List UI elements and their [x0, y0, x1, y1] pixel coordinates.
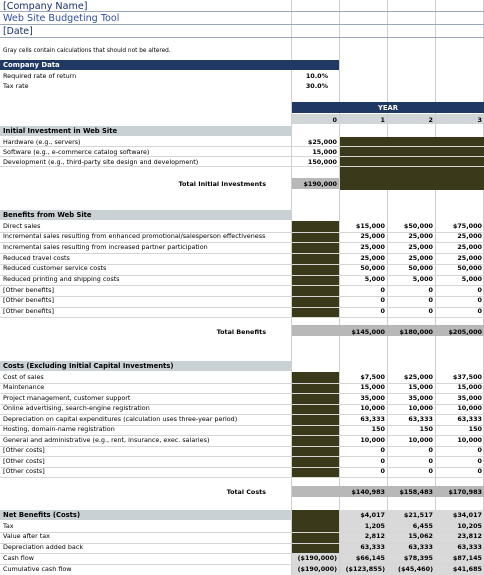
cost-row-label: [Other costs] — [3, 467, 45, 475]
benefit-cell[interactable]: 25,000 — [408, 242, 433, 251]
year-label: YEAR — [377, 104, 399, 112]
cost-cell[interactable]: 10,000 — [360, 435, 385, 444]
benefit-row-label: [Other benefits] — [3, 296, 54, 305]
benefit-cell[interactable]: 5,000 — [364, 275, 385, 283]
cost-cell[interactable]: 0 — [380, 456, 385, 465]
cost-cell[interactable]: $37,500 — [452, 372, 482, 381]
cost-cell[interactable]: 0 — [428, 446, 433, 454]
date-field[interactable]: [Date] — [3, 26, 33, 37]
initial-row-value[interactable]: 15,000 — [312, 148, 337, 156]
cost-cell[interactable]: 15,000 — [360, 383, 385, 391]
benefit-row-label: [Other benefits] — [3, 285, 54, 294]
benefit-cell[interactable]: 25,000 — [360, 232, 385, 241]
net-cell: ($45,460) — [398, 564, 433, 573]
costs-total-label: Total Costs — [226, 488, 266, 496]
benefit-total-cell: $145,000 — [351, 328, 385, 336]
company-name[interactable]: [Company Name] — [3, 1, 88, 12]
tool-title: Web Site Budgeting Tool — [3, 13, 120, 24]
cost-cell: 63,333 — [360, 414, 385, 423]
title-underline — [0, 37, 484, 38]
net-title-cell: $34,017 — [452, 511, 482, 519]
net-year0-cell: ($190,000) — [297, 553, 337, 562]
cost-cell[interactable]: 0 — [477, 446, 482, 454]
cost-cell[interactable]: 10,000 — [408, 404, 433, 412]
cost-total-cell: $140,983 — [351, 488, 385, 496]
cost-total-cell: $158,483 — [399, 488, 433, 496]
cost-cell[interactable]: $7,500 — [360, 372, 385, 381]
benefit-cell[interactable]: 25,000 — [457, 232, 482, 241]
benefit-total-cell: $205,000 — [448, 328, 482, 336]
cost-cell[interactable]: $25,000 — [403, 372, 433, 381]
tax-value[interactable]: 30.0% — [305, 82, 328, 90]
net-cell: $87,145 — [452, 553, 482, 562]
net-cell: ($123,855) — [345, 564, 385, 573]
net-cell: 1,205 — [364, 521, 385, 530]
net-title: Net Benefits (Costs) — [3, 511, 81, 519]
benefit-row-label: Direct sales — [3, 221, 41, 230]
initial-investment-title: Initial Investment in Web Site — [3, 127, 118, 135]
benefit-cell[interactable]: 0 — [380, 296, 385, 305]
benefit-cell[interactable]: 50,000 — [408, 264, 433, 273]
net-row-label: Cash flow — [3, 553, 34, 562]
net-year0-cell: ($190,000) — [297, 564, 337, 573]
cost-cell[interactable]: 10,000 — [408, 435, 433, 444]
net-cell: $78,395 — [403, 553, 433, 562]
benefit-cell[interactable]: $15,000 — [355, 221, 385, 230]
benefit-cell[interactable]: 25,000 — [457, 253, 482, 262]
title-underline — [0, 24, 484, 25]
net-cell: $41,685 — [452, 564, 482, 573]
net-cell: 23,812 — [457, 532, 482, 541]
cost-cell[interactable]: 0 — [428, 467, 433, 475]
year-1: 1 — [380, 116, 385, 124]
cost-cell[interactable]: 150 — [468, 425, 482, 433]
net-row-label: Depreciation added back — [3, 543, 84, 552]
benefit-total-cell: $180,000 — [399, 328, 433, 336]
cost-cell[interactable]: 10,000 — [457, 435, 482, 444]
unused-cells — [340, 137, 484, 190]
initial-row-value[interactable]: 150,000 — [307, 158, 337, 166]
cost-cell[interactable]: 35,000 — [408, 393, 433, 402]
gridline — [0, 146, 484, 147]
cost-cell[interactable]: 10,000 — [457, 404, 482, 412]
gridline — [0, 477, 484, 478]
net-cell: 63,333 — [408, 543, 433, 552]
net-cell: 63,333 — [457, 543, 482, 552]
costs-title: Costs (Excluding Initial Capital Investments) — [3, 362, 174, 370]
cost-cell[interactable]: 0 — [477, 456, 482, 465]
benefit-cell[interactable]: 50,000 — [457, 264, 482, 273]
benefit-cell[interactable]: 25,000 — [408, 232, 433, 241]
net-cell: $66,145 — [355, 553, 385, 562]
company-data-title: Company Data — [3, 61, 60, 69]
cost-cell: 63,333 — [457, 414, 482, 423]
cost-cell[interactable]: 0 — [428, 456, 433, 465]
benefits-total-label: Total Benefits — [216, 328, 266, 336]
benefit-cell[interactable]: 25,000 — [360, 253, 385, 262]
year-3: 3 — [477, 116, 482, 124]
initial-row-label: Development (e.g., third-party site design and development) — [3, 158, 199, 166]
cost-row-label: [Other costs] — [3, 456, 45, 465]
gray-cells-note: Gray cells contain calculations that should not be altered. — [3, 48, 171, 54]
initial-total-value: $190,000 — [303, 180, 337, 188]
initial-total-label: Total Initial Investments — [178, 180, 266, 188]
cost-cell: 63,333 — [408, 414, 433, 423]
benefit-row-label: Reduced customer service costs — [3, 264, 107, 273]
benefit-cell[interactable]: 25,000 — [360, 242, 385, 251]
initial-row-label: Software (e.g., e-commerce catalog software) — [3, 148, 150, 156]
cost-cell[interactable]: 15,000 — [457, 383, 482, 391]
cost-cell[interactable]: 0 — [477, 467, 482, 475]
benefit-cell[interactable]: 0 — [477, 285, 482, 294]
benefit-row-label: Reduced travel costs — [3, 253, 70, 262]
initial-row-label: Hardware (e.g., servers) — [3, 138, 81, 146]
cost-cell[interactable]: 0 — [380, 467, 385, 475]
cost-cell[interactable]: 150 — [371, 425, 385, 433]
rate-value[interactable]: 10.0% — [305, 72, 328, 80]
rate-label: Required rate of return — [3, 72, 77, 80]
benefit-cell[interactable]: $50,000 — [403, 221, 433, 230]
benefit-row-label: Incremental sales resulting from enhanced promotional/salesperson effectiveness — [3, 232, 266, 241]
year-2: 2 — [428, 116, 433, 124]
benefit-cell[interactable]: 5,000 — [461, 275, 482, 283]
benefit-row-label: [Other benefits] — [3, 307, 54, 316]
net-cell: 6,455 — [412, 521, 433, 530]
benefit-cell[interactable]: 0 — [428, 307, 433, 316]
cost-row-label: Maintenance — [3, 383, 45, 391]
cost-row-label: Depreciation on capital expenditures (calculation uses three-year period) — [3, 414, 238, 423]
tax-label: Tax rate — [3, 82, 29, 90]
net-title-cell: $21,517 — [403, 511, 433, 519]
cost-row-label: Project management, customer support — [3, 393, 131, 402]
benefit-cell[interactable]: 0 — [477, 307, 482, 316]
gridline — [0, 166, 484, 167]
cost-row-label: Hosting, domain-name registration — [3, 425, 115, 433]
cost-row-label: General and administrative (e.g., rent, insurance, exec. salaries) — [3, 435, 210, 444]
cost-row-label: Online advertising, search-engine registration — [3, 404, 150, 412]
benefit-row-label: Reduced printing and shipping costs — [3, 275, 120, 283]
gridline — [0, 156, 484, 157]
cost-cell[interactable]: 0 — [380, 446, 385, 454]
net-cell: 2,812 — [364, 532, 385, 541]
unused-cells — [292, 221, 339, 317]
benefit-cell[interactable]: 0 — [380, 307, 385, 316]
net-cell: 15,062 — [408, 532, 433, 541]
net-row-label: Cumulative cash flow — [3, 564, 72, 573]
benefit-cell[interactable]: 0 — [380, 285, 385, 294]
net-row-label: Value after tax — [3, 532, 50, 541]
cost-cell[interactable]: 35,000 — [360, 393, 385, 402]
net-cell: 63,333 — [360, 543, 385, 552]
cost-total-cell: $170,983 — [448, 488, 482, 496]
net-cell: 10,205 — [457, 521, 482, 530]
benefit-cell[interactable]: 0 — [477, 296, 482, 305]
initial-row-value[interactable]: $25,000 — [307, 138, 337, 146]
benefit-cell[interactable]: 5,000 — [412, 275, 433, 283]
cost-cell[interactable]: 10,000 — [360, 404, 385, 412]
benefit-cell[interactable]: 50,000 — [360, 264, 385, 273]
benefit-cell[interactable]: 25,000 — [408, 253, 433, 262]
benefit-cell[interactable]: 0 — [428, 296, 433, 305]
benefit-cell[interactable]: 25,000 — [457, 242, 482, 251]
benefits-title: Benefits from Web Site — [3, 211, 92, 219]
net-row-label: Tax — [3, 521, 14, 530]
cost-cell[interactable]: 150 — [419, 425, 433, 433]
benefit-cell[interactable]: 0 — [428, 285, 433, 294]
cost-row-label: Cost of sales — [3, 372, 44, 381]
gridline — [0, 317, 484, 318]
net-title-cell: $4,017 — [360, 511, 385, 519]
benefit-row-label: Incremental sales resulting from increased partner participation — [3, 242, 208, 251]
benefit-cell[interactable]: $75,000 — [452, 221, 482, 230]
cost-row-label: [Other costs] — [3, 446, 45, 454]
cost-cell[interactable]: 35,000 — [457, 393, 482, 402]
cost-cell[interactable]: 15,000 — [408, 383, 433, 391]
year-0: 0 — [332, 116, 337, 124]
